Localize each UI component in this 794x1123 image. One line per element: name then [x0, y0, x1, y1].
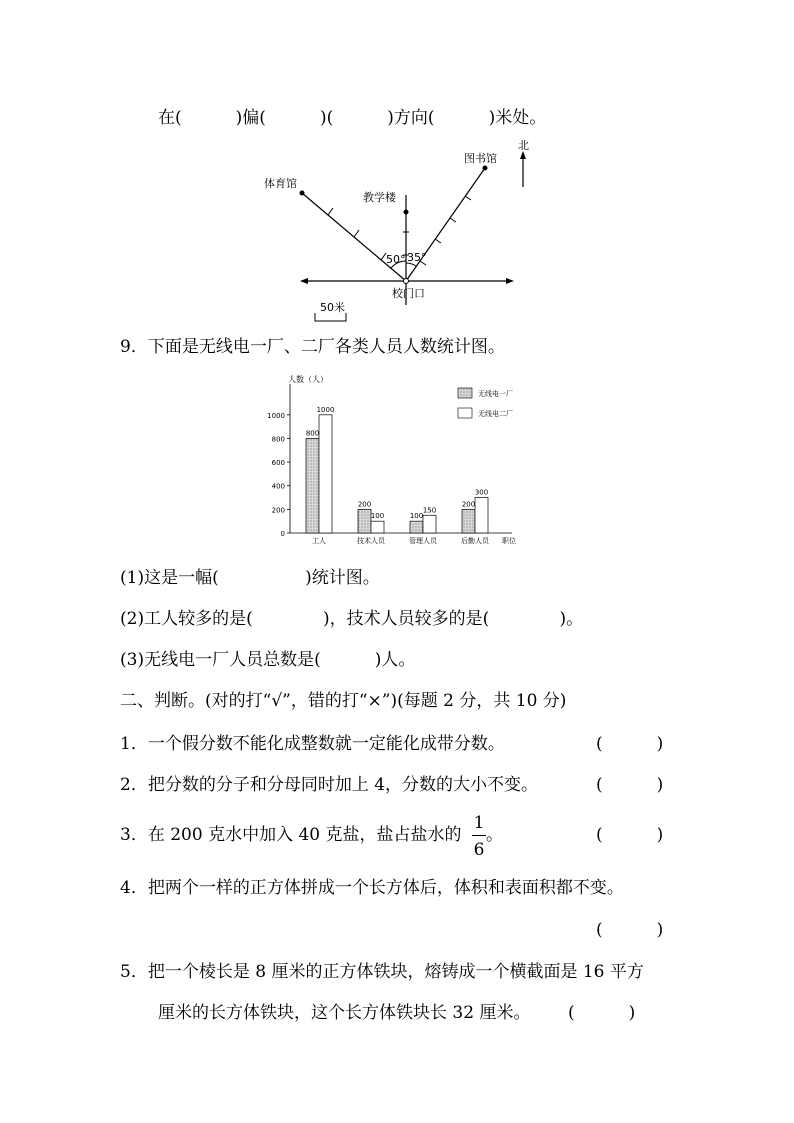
data-label: 300 — [474, 488, 489, 497]
y-tick-label: 600 — [271, 459, 285, 468]
fraction-bar — [472, 835, 486, 836]
category-label: 后勤人员 — [461, 537, 489, 545]
judge-item-4: 4．把两个一样的正方体拼成一个长方体后，体积和表面积都不变。 — [120, 878, 624, 898]
scale-label: 50米 — [320, 301, 345, 314]
data-label: 800 — [305, 429, 320, 438]
data-label: 200 — [357, 500, 372, 509]
data-label: 100 — [370, 512, 385, 521]
y-tick-label: 0 — [280, 530, 285, 538]
judge-item-2: 2．把分数的分子和分母同时加上 4，分数的大小不变。 — [120, 775, 539, 795]
bar-1-3 — [462, 509, 475, 533]
chart-ylabel: 人数（人） — [288, 375, 328, 384]
north-label: 北 — [518, 139, 529, 152]
judge-item-3: 3．在 200 克水中加入 40 克盐，盐占盐水的 — [120, 825, 462, 845]
data-label: 1000 — [316, 405, 335, 414]
teaching-building-label: 教学楼 — [363, 191, 396, 204]
bar-1-1 — [358, 509, 371, 533]
q9-sub2: (2)工人较多的是( )，技术人员较多的是( )。 — [120, 609, 584, 629]
bar-1-2 — [410, 521, 423, 533]
bar-2-0 — [319, 415, 332, 533]
data-label: 100 — [409, 512, 424, 521]
section2-title: 二、判断。(对的打“√”，错的打“×”)(每题 2 分，共 10 分) — [120, 691, 567, 711]
bar-2-3 — [475, 498, 488, 533]
judge-item-3-end: 。 — [486, 825, 503, 845]
judge-paren-1[interactable]: ( ) — [596, 734, 664, 754]
judge-item-5-cont: 厘米的长方体铁块，这个长方体铁块长 32 厘米。 — [158, 1003, 531, 1023]
judge-paren-3[interactable]: ( ) — [596, 825, 664, 845]
q9-sub3: (3)无线电一厂人员总数是( )人。 — [120, 650, 416, 670]
category-label: 技术人员 — [357, 537, 385, 545]
judge-item-5: 5．把一个棱长是 8 厘米的正方体铁块，熔铸成一个横截面是 16 平方 — [120, 962, 644, 982]
bar-2-2 — [423, 515, 436, 533]
category-label: 工人 — [312, 537, 326, 545]
library-label: 图书馆 — [464, 152, 497, 165]
fraction-numerator: 1 — [473, 813, 485, 833]
legend-swatch-2 — [458, 408, 472, 418]
y-tick-label: 400 — [271, 482, 285, 491]
q9-prompt: 9．下面是无线电一厂、二厂各类人员人数统计图。 — [120, 337, 505, 357]
y-tick-label: 200 — [271, 506, 285, 515]
category-label: 管理人员 — [409, 537, 437, 545]
judge-item-1: 1．一个假分数不能化成整数就一定能化成带分数。 — [120, 734, 505, 754]
direction-map — [250, 135, 550, 330]
bar-1-0 — [306, 438, 319, 533]
q9-sub1: (1)这是一幅( )统计图。 — [120, 568, 380, 588]
chart-xlabel: 职位 — [502, 537, 516, 545]
data-label: 200 — [461, 500, 476, 509]
legend-swatch-1 — [458, 388, 472, 398]
school-gate-label: 校门口 — [392, 287, 425, 300]
legend-label-1: 无线电一厂 — [478, 390, 513, 398]
judge-paren-4[interactable]: ( ) — [596, 920, 664, 940]
q8-answer-line: 在( )偏( )( )方向( )米处。 — [158, 108, 547, 128]
judge-paren-5[interactable]: ( ) — [568, 1003, 636, 1023]
bar-chart — [262, 370, 532, 550]
angle-left-label: 50° — [386, 253, 406, 266]
bar-2-1 — [371, 521, 384, 533]
legend-label-2: 无线电二厂 — [478, 410, 513, 418]
data-label: 150 — [422, 506, 437, 515]
gym-label: 体育馆 — [264, 177, 297, 190]
y-tick-label: 1000 — [267, 411, 285, 420]
angle-right-label: 35° — [407, 251, 427, 264]
fraction-denominator: 6 — [473, 840, 485, 860]
judge-paren-2[interactable]: ( ) — [596, 775, 664, 795]
y-tick-label: 800 — [271, 435, 285, 444]
